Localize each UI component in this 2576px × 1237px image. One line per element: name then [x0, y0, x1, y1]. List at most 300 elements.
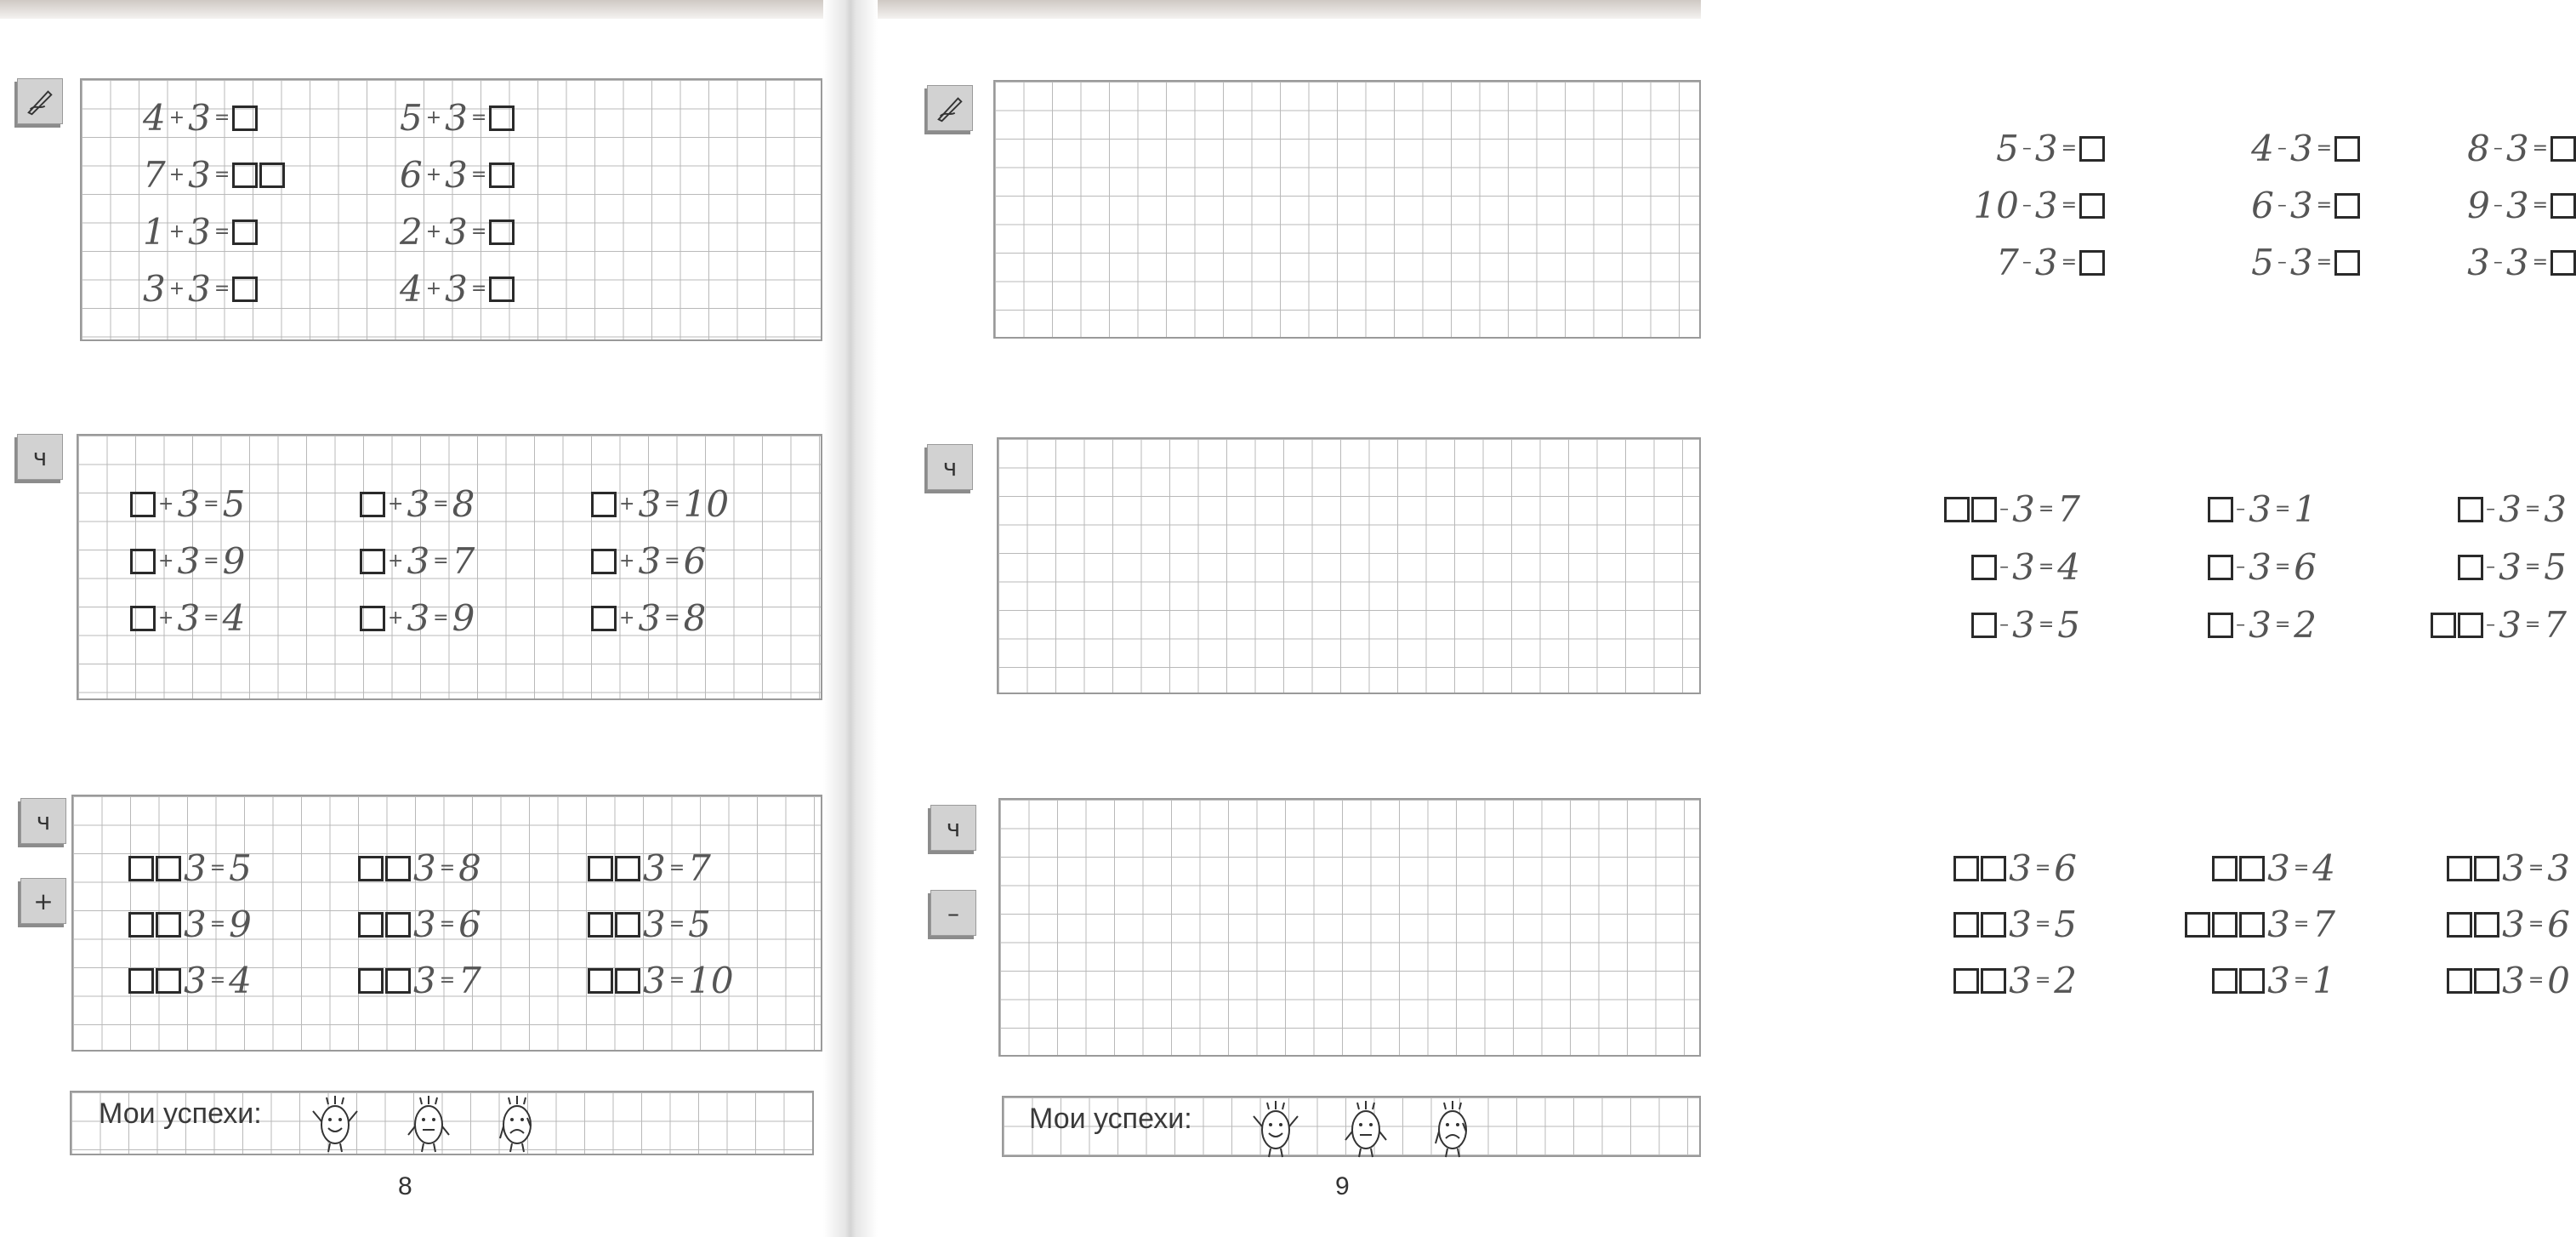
equation	[1902, 488, 2080, 530]
operator: –	[2236, 556, 2246, 578]
operand-b: 3	[445, 211, 468, 253]
answer-box[interactable]	[2239, 856, 2265, 881]
equation	[1934, 960, 2077, 1001]
operand-a: 3	[2467, 242, 2490, 283]
answer-box[interactable]	[130, 549, 156, 574]
equation	[2184, 128, 2359, 169]
operand-b: 3	[638, 483, 662, 525]
operand-b: 3	[2502, 847, 2525, 889]
operand-b: 3	[2012, 604, 2035, 646]
equation	[129, 904, 252, 945]
operand-b: 3	[2499, 488, 2522, 530]
answer-box[interactable]	[2474, 912, 2499, 938]
operand-b: 3	[2249, 604, 2272, 646]
equation	[2160, 604, 2317, 646]
equation	[400, 154, 514, 196]
equals-sign: =	[2038, 499, 2055, 520]
equals-sign: =	[2061, 252, 2077, 273]
equals-sign: =	[2528, 858, 2545, 879]
equation	[2397, 604, 2567, 646]
operand-b: 3	[445, 154, 468, 196]
equation	[589, 904, 711, 945]
answer-box[interactable]	[2550, 136, 2576, 162]
operand-b: 3	[2499, 546, 2522, 588]
operator: –	[2486, 556, 2496, 578]
operand-b: 3	[2249, 488, 2272, 530]
operand-a: 1	[143, 211, 166, 253]
equals-sign: =	[2293, 858, 2310, 879]
operator: +	[388, 550, 404, 572]
result: 4	[222, 597, 246, 639]
page-number: 8	[398, 1172, 412, 1200]
success-label-text: Мои успехи:	[1029, 1103, 1192, 1135]
neutral-face-icon[interactable]	[405, 1092, 452, 1154]
answer-box[interactable]	[2458, 497, 2483, 522]
operator: +	[158, 550, 174, 572]
answer-box[interactable]	[2334, 193, 2360, 219]
result: 7	[2312, 904, 2335, 945]
operator: –	[1999, 499, 2010, 520]
answer-box[interactable]	[1971, 497, 1997, 522]
answer-box[interactable]	[1971, 555, 1997, 580]
equation	[592, 483, 730, 525]
operand-b: 3	[2505, 185, 2529, 226]
tag-ch-label: ч	[942, 453, 958, 482]
equation	[2165, 960, 2335, 1001]
answer-box[interactable]	[358, 856, 384, 881]
answer-box[interactable]	[2431, 613, 2456, 638]
equals-sign: =	[2524, 614, 2541, 636]
answer-box[interactable]	[128, 912, 154, 938]
operand-b: 3	[2012, 546, 2035, 588]
equals-sign: =	[470, 221, 487, 242]
result: 7	[452, 540, 475, 582]
answer-box[interactable]	[360, 549, 385, 574]
answer-box[interactable]	[2079, 193, 2105, 219]
operand-b: 3	[2289, 242, 2313, 283]
answer-box[interactable]	[2474, 856, 2499, 881]
operand-b: 3	[413, 904, 436, 945]
answer-box[interactable]	[2212, 912, 2238, 938]
operator: –	[2277, 252, 2287, 273]
neutral-face-icon[interactable]	[1342, 1097, 1390, 1159]
equals-sign: =	[2038, 556, 2055, 578]
equals-sign: =	[209, 970, 226, 991]
equals-sign: =	[2528, 970, 2545, 991]
operand-b: 3	[643, 960, 666, 1001]
equation	[2400, 242, 2575, 283]
operand-a: 2	[400, 211, 423, 253]
operand-a: 10	[1973, 185, 2019, 226]
operand-b: 3	[2012, 488, 2035, 530]
equation	[129, 960, 252, 1001]
equation	[143, 154, 284, 196]
equation	[2165, 847, 2335, 889]
operator: –	[2022, 138, 2032, 159]
operand-b: 3	[407, 540, 430, 582]
operand-b: 3	[2289, 185, 2313, 226]
answer-box[interactable]	[130, 606, 156, 631]
result: 1	[2294, 488, 2317, 530]
answer-box[interactable]	[591, 492, 617, 517]
answer-box[interactable]	[2550, 193, 2576, 219]
answer-box[interactable]	[615, 912, 640, 938]
operator: –	[2493, 138, 2503, 159]
result: 0	[2547, 960, 2570, 1001]
operand-b: 3	[638, 597, 662, 639]
answer-box[interactable]	[2458, 555, 2483, 580]
equation	[592, 540, 707, 582]
operand-b: 3	[2267, 960, 2290, 1001]
operator: +	[388, 607, 404, 629]
operand-b: 3	[2502, 904, 2525, 945]
happy-face-icon[interactable]	[1252, 1097, 1299, 1159]
operand-b: 3	[407, 483, 430, 525]
equation	[400, 97, 514, 139]
answer-box[interactable]	[1953, 912, 1979, 938]
operand-b: 3	[188, 97, 211, 139]
answer-box[interactable]	[360, 606, 385, 631]
answer-box[interactable]	[1981, 856, 2006, 881]
result: 1	[2312, 960, 2335, 1001]
equation	[129, 847, 252, 889]
answer-box[interactable]	[2239, 968, 2265, 994]
operand-b: 3	[413, 960, 436, 1001]
result: 8	[452, 483, 475, 525]
operator: +	[425, 107, 442, 128]
answer-box[interactable]	[232, 276, 258, 302]
answer-box[interactable]	[232, 162, 258, 188]
operator: –	[2236, 614, 2246, 636]
result: 9	[222, 540, 246, 582]
equals-sign: =	[2316, 138, 2332, 159]
equation	[2160, 488, 2317, 530]
equals-sign: =	[213, 221, 230, 242]
operand-b: 3	[445, 268, 468, 310]
equals-sign: =	[2316, 252, 2332, 273]
answer-box[interactable]	[232, 105, 258, 131]
equation	[1902, 546, 2080, 588]
operand-a: 6	[2251, 185, 2274, 226]
answer-box[interactable]	[2079, 136, 2105, 162]
operator: –	[2277, 138, 2287, 159]
operand-a: 5	[2251, 242, 2274, 283]
answer-box[interactable]	[1944, 497, 1970, 522]
answer-box[interactable]	[2079, 250, 2105, 276]
answer-box[interactable]	[1981, 912, 2006, 938]
operand-b: 3	[2249, 546, 2272, 588]
operand-b: 3	[2505, 242, 2529, 283]
result: 3	[2544, 488, 2567, 530]
sad-face-icon[interactable]	[1429, 1097, 1476, 1159]
answer-box[interactable]	[588, 968, 613, 994]
result: 9	[452, 597, 475, 639]
result: 7	[688, 847, 711, 889]
answer-box[interactable]	[615, 856, 640, 881]
equation	[1934, 904, 2077, 945]
answer-box[interactable]	[2208, 555, 2233, 580]
equation	[400, 268, 514, 310]
equation	[359, 904, 481, 945]
exercise-3-grid	[998, 798, 1701, 1057]
equals-sign: =	[664, 550, 680, 572]
equals-sign: =	[668, 858, 685, 879]
equation	[589, 960, 734, 1001]
book-gutter	[823, 0, 878, 1237]
answer-box[interactable]	[156, 856, 181, 881]
answer-box[interactable]	[489, 105, 515, 131]
equals-sign: =	[2274, 614, 2291, 636]
result: 10	[688, 960, 734, 1001]
operand-b: 3	[188, 211, 211, 253]
equation	[592, 597, 707, 639]
result: 5	[222, 483, 246, 525]
tag-ch-label: ч	[36, 807, 51, 835]
operand-b: 3	[177, 540, 201, 582]
operator: +	[425, 221, 442, 242]
operand-b: 3	[188, 154, 211, 196]
tag-plus-label: +	[33, 886, 54, 915]
answer-box[interactable]	[385, 968, 411, 994]
equals-sign: =	[439, 970, 456, 991]
operand-a: 9	[2467, 185, 2490, 226]
operand-a: 7	[143, 154, 166, 196]
operand-b: 3	[177, 483, 201, 525]
equation	[1929, 185, 2104, 226]
equation	[143, 268, 257, 310]
operand-b: 3	[445, 97, 468, 139]
success-label-text: Мои успехи:	[99, 1097, 262, 1130]
tag-ch	[930, 805, 976, 851]
answer-box[interactable]	[358, 968, 384, 994]
left-page	[0, 0, 823, 1237]
operator: +	[168, 164, 185, 185]
operand-b: 3	[2034, 128, 2058, 169]
answer-box[interactable]	[489, 276, 515, 302]
result: 9	[229, 904, 252, 945]
equals-sign: =	[213, 107, 230, 128]
answer-box[interactable]	[358, 912, 384, 938]
answer-box[interactable]	[130, 492, 156, 517]
answer-box[interactable]	[2212, 856, 2238, 881]
operator: +	[619, 607, 635, 629]
operator: –	[2022, 195, 2032, 216]
equals-sign: =	[2316, 195, 2332, 216]
operand-b: 3	[184, 904, 207, 945]
operand-b: 3	[407, 597, 430, 639]
answer-box[interactable]	[2208, 497, 2233, 522]
operand-b: 3	[2267, 847, 2290, 889]
equals-sign: =	[2061, 195, 2077, 216]
operator: +	[158, 607, 174, 629]
tag-minus-label: –	[947, 898, 959, 927]
equals-sign: =	[203, 550, 219, 572]
exercise-2-grid	[997, 437, 1701, 694]
answer-box[interactable]	[2334, 136, 2360, 162]
equation	[2160, 546, 2317, 588]
operator: +	[425, 164, 442, 185]
operand-b: 3	[184, 847, 207, 889]
result: 8	[458, 847, 481, 889]
result: 4	[2312, 847, 2335, 889]
equals-sign: =	[2293, 970, 2310, 991]
equation	[131, 597, 246, 639]
answer-box[interactable]	[128, 968, 154, 994]
equation	[359, 847, 481, 889]
result: 4	[2057, 546, 2080, 588]
answer-box[interactable]	[591, 549, 617, 574]
result: 6	[2294, 546, 2317, 588]
equation	[2397, 488, 2567, 530]
operator: –	[2493, 195, 2503, 216]
operand-b: 3	[188, 268, 211, 310]
equals-sign: =	[439, 858, 456, 879]
operand-a: 8	[2467, 128, 2490, 169]
answer-box[interactable]	[232, 219, 258, 245]
answer-box[interactable]	[2185, 912, 2210, 938]
answer-box[interactable]	[615, 968, 640, 994]
page-number: 9	[1335, 1172, 1350, 1200]
pencil-hand-icon	[17, 78, 63, 124]
equation	[361, 597, 475, 639]
equation	[2400, 128, 2575, 169]
answer-box[interactable]	[588, 912, 613, 938]
answer-box[interactable]	[2208, 613, 2233, 638]
equals-sign: =	[213, 164, 230, 185]
equals-sign: =	[213, 278, 230, 299]
equals-sign: =	[2274, 499, 2291, 520]
equals-sign: =	[433, 550, 449, 572]
answer-box[interactable]	[591, 606, 617, 631]
operand-a: 6	[400, 154, 423, 196]
answer-box[interactable]	[2447, 912, 2472, 938]
equals-sign: =	[470, 164, 487, 185]
answer-box[interactable]	[156, 912, 181, 938]
equation	[2165, 904, 2335, 945]
result: 6	[2547, 904, 2570, 945]
operator: –	[2493, 252, 2503, 273]
operator: +	[168, 278, 185, 299]
result: 7	[2057, 488, 2080, 530]
operator: +	[619, 550, 635, 572]
operand-a: 7	[1996, 242, 2019, 283]
answer-box[interactable]	[2458, 613, 2483, 638]
operand-b: 3	[2289, 128, 2313, 169]
equation	[361, 540, 475, 582]
answer-box[interactable]	[385, 912, 411, 938]
answer-box[interactable]	[2334, 250, 2360, 276]
result: 5	[2057, 604, 2080, 646]
operand-b: 3	[2009, 960, 2032, 1001]
equals-sign: =	[203, 493, 219, 515]
equals-sign: =	[203, 607, 219, 629]
operand-b: 3	[2502, 960, 2525, 1001]
equation	[2184, 242, 2359, 283]
equation	[361, 483, 475, 525]
answer-box[interactable]	[2550, 250, 2576, 276]
operator: +	[388, 493, 404, 515]
answer-box[interactable]	[489, 219, 515, 245]
equation	[2184, 185, 2359, 226]
equation	[143, 97, 257, 139]
equals-sign: =	[2061, 138, 2077, 159]
operand-b: 3	[2499, 604, 2522, 646]
operand-b: 3	[184, 960, 207, 1001]
result: 5	[229, 847, 252, 889]
equation	[131, 540, 246, 582]
result: 6	[2054, 847, 2077, 889]
answer-box[interactable]	[128, 856, 154, 881]
operand-b: 3	[2505, 128, 2529, 169]
equals-sign: =	[2532, 252, 2548, 273]
operand-b: 3	[643, 904, 666, 945]
answer-box[interactable]	[2447, 968, 2472, 994]
operand-b: 3	[413, 847, 436, 889]
equals-sign: =	[2532, 195, 2548, 216]
sad-face-icon[interactable]	[493, 1092, 541, 1154]
equals-sign: =	[2528, 914, 2545, 935]
result: 10	[683, 483, 730, 525]
equals-sign: =	[664, 607, 680, 629]
operator: +	[619, 493, 635, 515]
operand-b: 3	[2009, 847, 2032, 889]
operand-b: 3	[2267, 904, 2290, 945]
answer-box[interactable]	[1953, 856, 1979, 881]
answer-box[interactable]	[2474, 968, 2499, 994]
operator: –	[2277, 195, 2287, 216]
answer-box[interactable]	[1953, 968, 1979, 994]
happy-face-icon[interactable]	[311, 1092, 359, 1154]
equation	[400, 211, 514, 253]
equals-sign: =	[668, 914, 685, 935]
answer-box[interactable]	[360, 492, 385, 517]
result: 3	[2547, 847, 2570, 889]
operator: –	[2486, 614, 2496, 636]
tag-ch	[17, 434, 63, 480]
result: 8	[683, 597, 707, 639]
answer-box[interactable]	[489, 162, 515, 188]
success-label	[99, 1097, 262, 1131]
equals-sign: =	[209, 914, 226, 935]
result: 4	[229, 960, 252, 1001]
operator: –	[2486, 499, 2496, 520]
answer-box[interactable]	[2239, 912, 2265, 938]
operand-a: 4	[400, 268, 423, 310]
answer-box[interactable]	[2212, 968, 2238, 994]
equation	[1902, 604, 2080, 646]
operand-b: 3	[643, 847, 666, 889]
answer-box[interactable]	[259, 162, 285, 188]
operand-a: 5	[1996, 128, 2019, 169]
result: 2	[2294, 604, 2317, 646]
answer-box[interactable]	[588, 856, 613, 881]
answer-box[interactable]	[1981, 968, 2006, 994]
answer-box[interactable]	[2447, 856, 2472, 881]
answer-box[interactable]	[385, 856, 411, 881]
operator: +	[168, 107, 185, 128]
answer-box[interactable]	[156, 968, 181, 994]
equals-sign: =	[209, 858, 226, 879]
result: 7	[2544, 604, 2567, 646]
equals-sign: =	[470, 278, 487, 299]
operand-b: 3	[638, 540, 662, 582]
result: 6	[458, 904, 481, 945]
operator: –	[2236, 499, 2246, 520]
equals-sign: =	[2532, 138, 2548, 159]
answer-box[interactable]	[1971, 613, 1997, 638]
success-label	[1029, 1103, 1192, 1136]
equation	[2400, 185, 2575, 226]
